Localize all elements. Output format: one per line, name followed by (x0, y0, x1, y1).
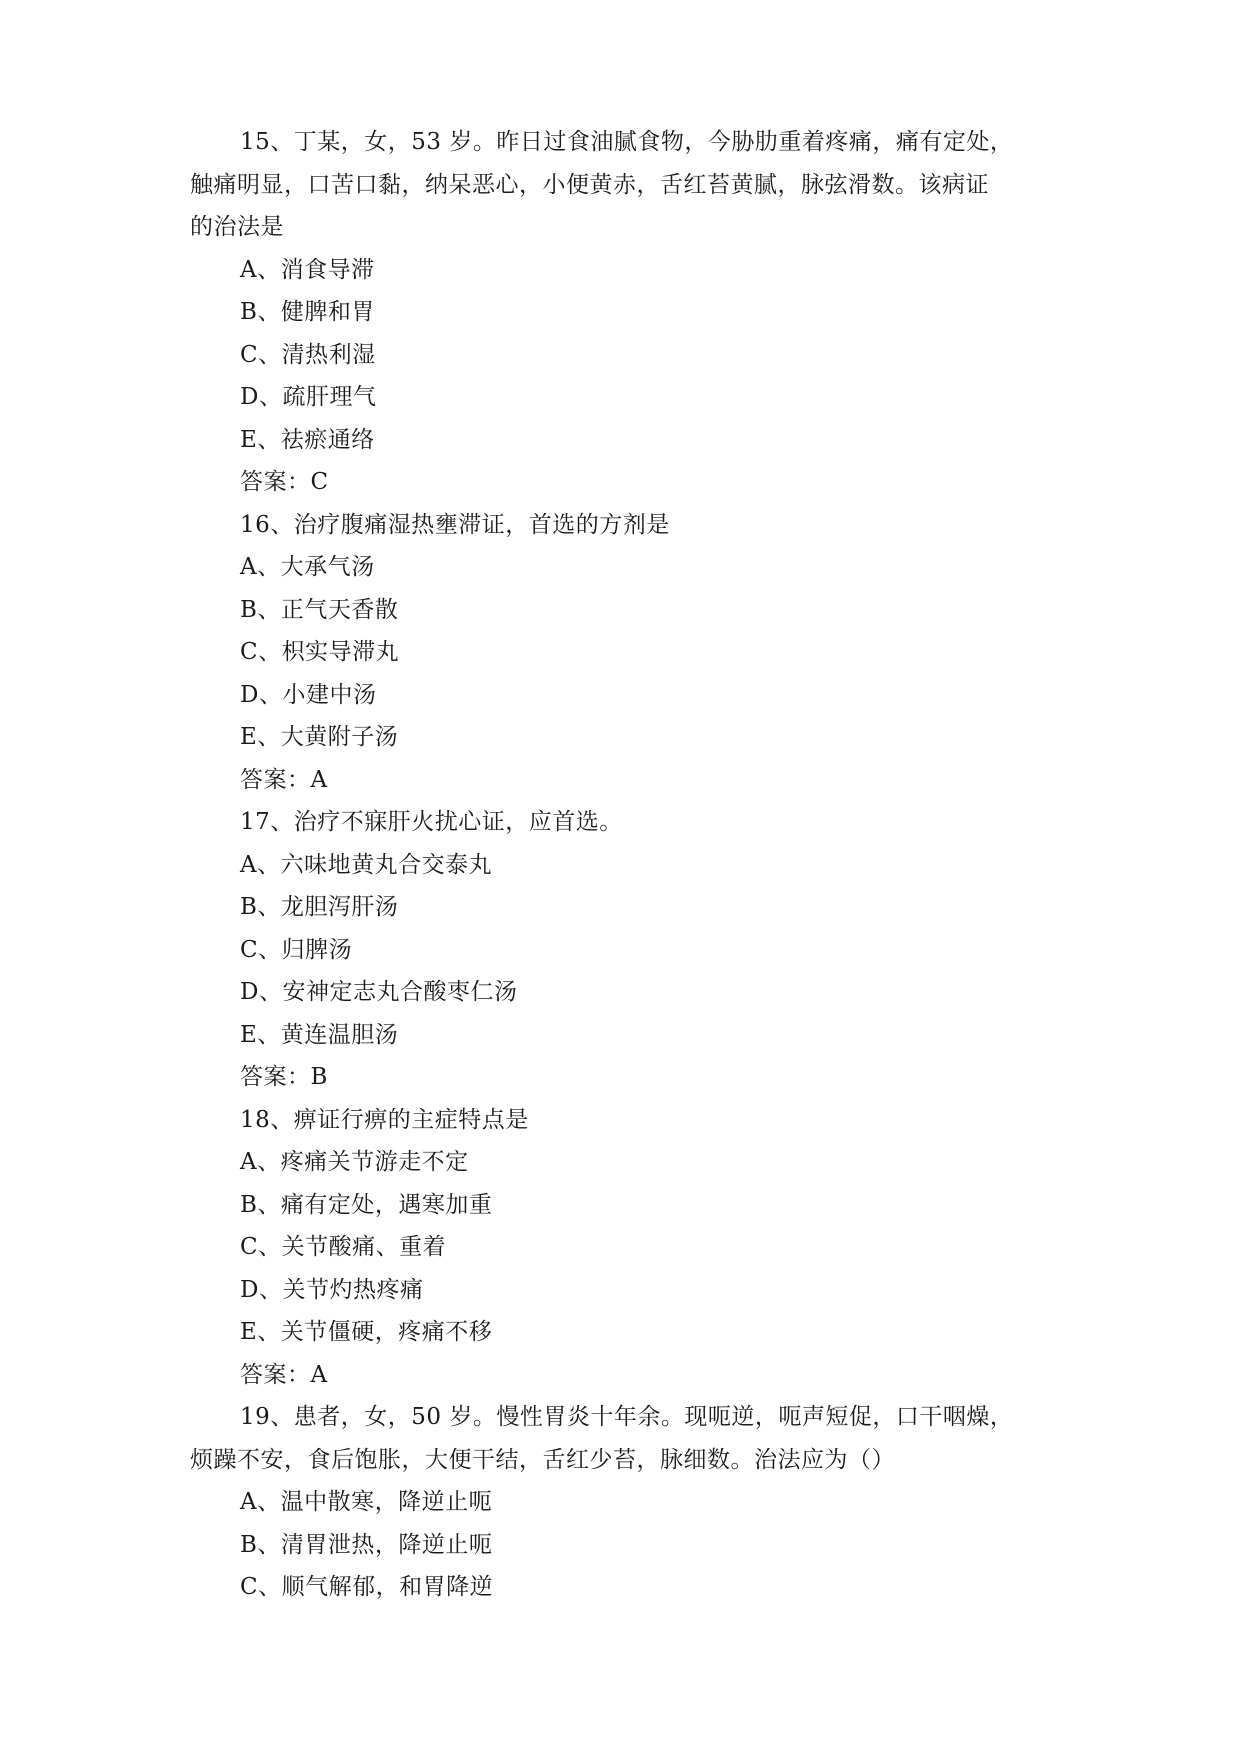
question-18-option-c: C、关节酸痛、重着 (240, 1234, 447, 1260)
question-17 (190, 801, 1050, 1099)
question-15-stem-line-3: 的治法是 (190, 214, 284, 240)
question-16-option-b: B、正气天香散 (240, 596, 399, 623)
question-17-option-e: E、黄连温胆汤 (240, 1021, 399, 1048)
question-15-stem-line-2: 触痛明显，口苦口黏，纳呆恶心，小便黄赤，舌红苔黄腻，脉弦滑数。该病证 (190, 171, 989, 198)
question-18-stem-line-1: 18、痹证行痹的主症特点是 (240, 1106, 529, 1133)
question-16-option-c: C、枳实导滞丸 (240, 639, 400, 665)
question-17-option-a: A、六味地黄丸合交泰丸 (240, 851, 493, 878)
question-18-answer: 答案：A (240, 1361, 328, 1388)
question-15-answer: 答案：C (240, 469, 329, 495)
question-18-option-b: B、痛有定处，遇寒加重 (240, 1191, 493, 1218)
question-17-option-c: C、归脾汤 (240, 936, 353, 963)
question-16-option-d: D、小建中汤 (240, 681, 377, 708)
question-19-stem-line-1: 19、患者，女，50 岁。慢性胃炎十年余。现呃逆，呃声短促，口干咽燥， (240, 1404, 1014, 1430)
question-17-option-d: D、安神定志丸合酸枣仁汤 (240, 979, 518, 1005)
question-17-stem-line-1: 17、治疗不寐肝火扰心证，应首选。 (240, 809, 623, 835)
question-15-option-a: A、消食导滞 (240, 256, 375, 283)
question-19-option-b: B、清胃泄热，降逆止呃 (240, 1531, 493, 1558)
question-18-option-d: D、关节灼热疼痛 (240, 1276, 424, 1303)
question-19-option-c: C、顺气解郁，和胃降逆 (240, 1574, 494, 1600)
question-15-stem-line-1: 15、丁某，女，53 岁。昨日过食油腻食物，今胁肋重着疼痛，痛有定处， (240, 129, 1014, 155)
question-17-answer: 答案：B (240, 1064, 328, 1090)
question-19-stem-line-2: 烦躁不安，食后饱胀，大便干结，舌红少苔，脉细数。治法应为（） (190, 1446, 895, 1473)
question-17-option-b: B、龙胆泻肝汤 (240, 894, 399, 920)
question-15-option-d: D、疏肝理气 (240, 384, 377, 410)
question-16-answer: 答案：A (240, 766, 328, 793)
question-list (190, 121, 1050, 1609)
question-15 (190, 121, 1050, 504)
question-15-option-c: C、清热利湿 (240, 341, 376, 368)
question-16-option-e: E、大黄附子汤 (240, 724, 399, 750)
question-16-stem-line-1: 16、治疗腹痛湿热壅滞证，首选的方剂是 (240, 511, 670, 538)
question-15-option-b: B、健脾和胃 (240, 299, 375, 325)
question-19-option-a: A、温中散寒，降逆止呃 (240, 1489, 493, 1515)
question-19 (190, 1396, 1050, 1609)
question-16 (190, 504, 1050, 802)
question-15-option-e: E、祛瘀通络 (240, 426, 375, 453)
question-16-option-a: A、大承气汤 (240, 554, 375, 580)
question-18-option-e: E、关节僵硬，疼痛不移 (240, 1319, 493, 1345)
question-18 (190, 1099, 1050, 1397)
question-18-option-a: A、疼痛关节游走不定 (240, 1149, 469, 1175)
